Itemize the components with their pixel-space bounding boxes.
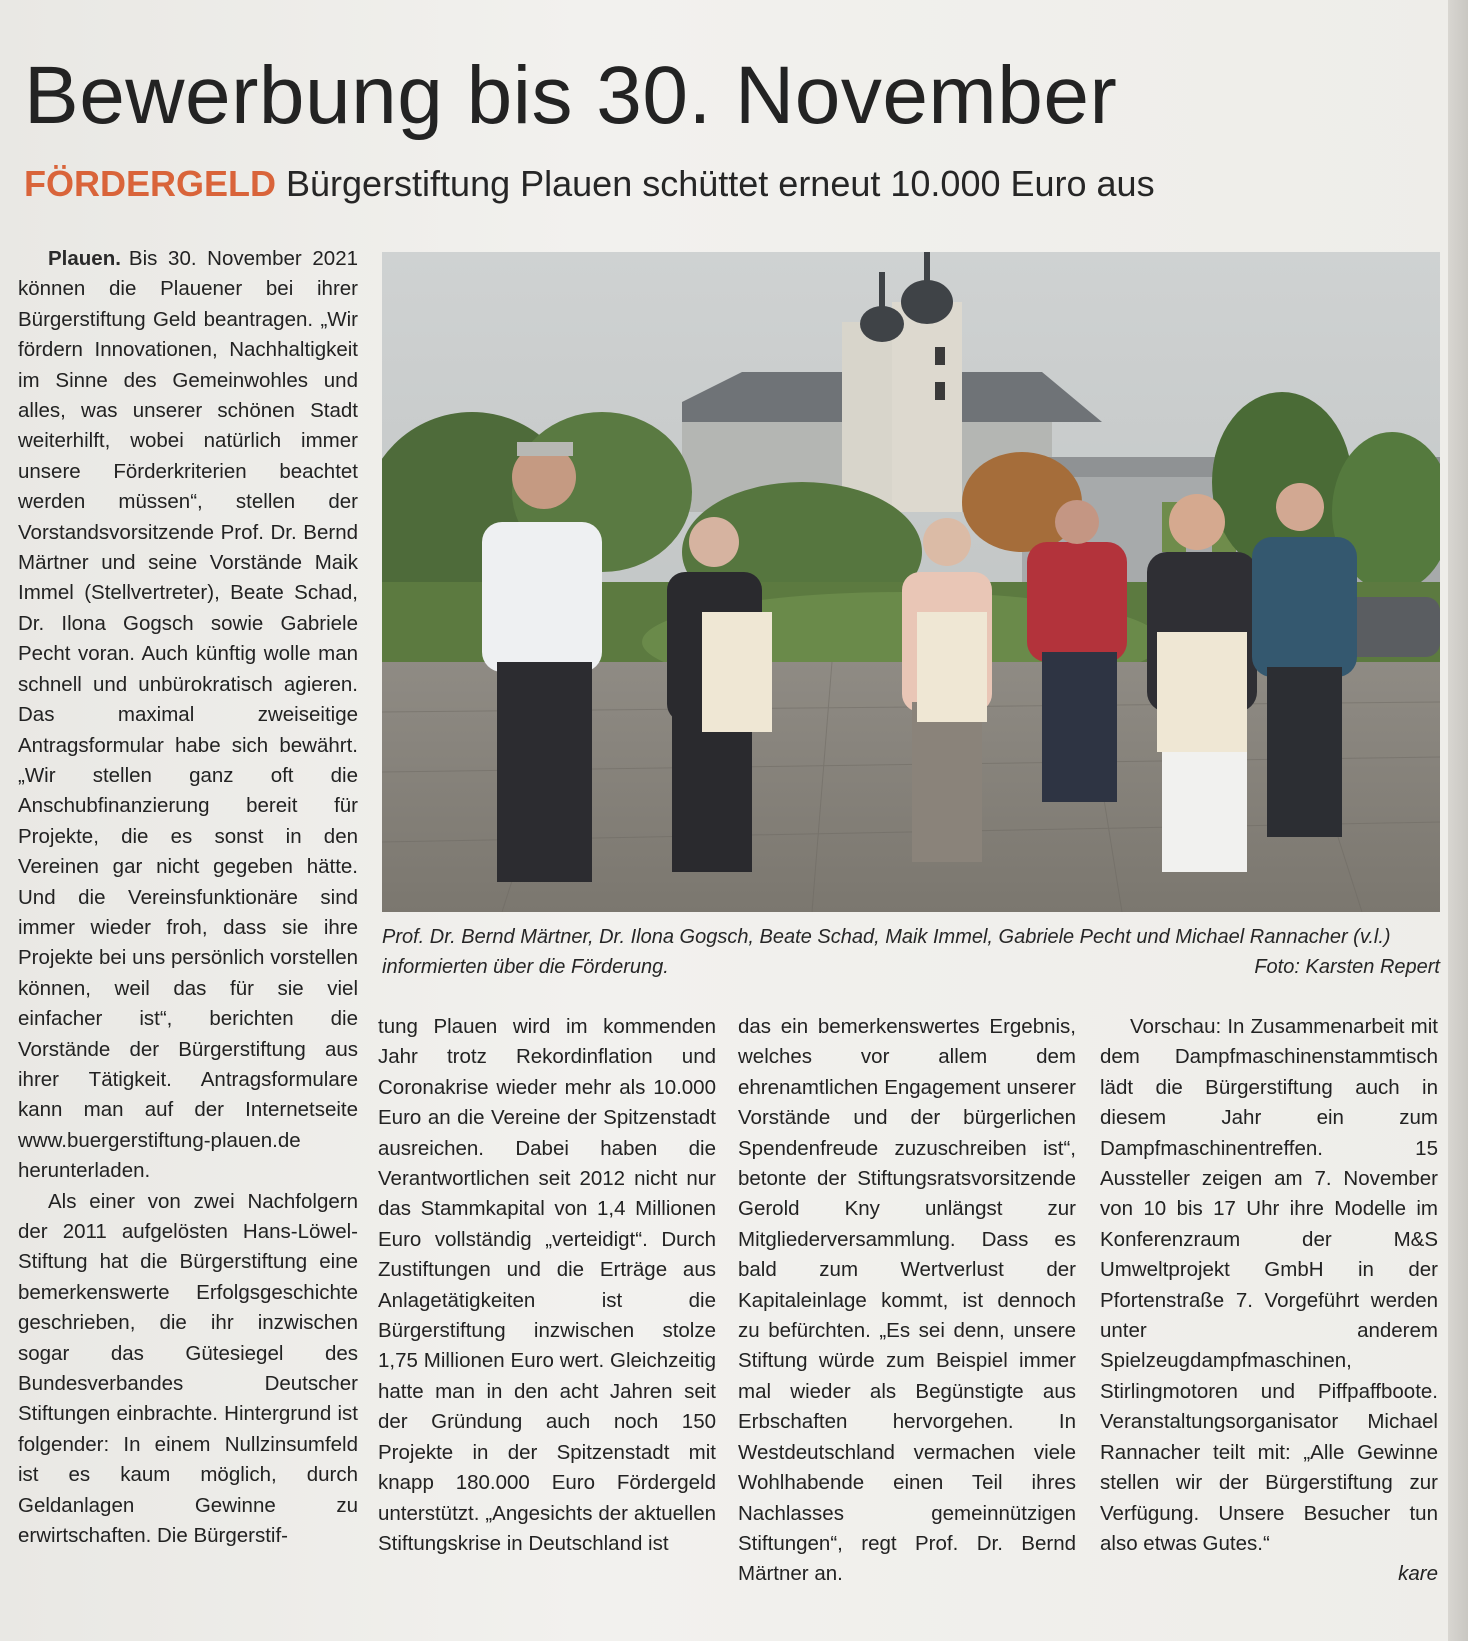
article-column-4 xyxy=(1100,1012,1438,1590)
photo-credit: Foto: Karsten Repert xyxy=(1254,956,1440,978)
article-column-2 xyxy=(378,1012,716,1559)
subheadline-text: Bürgerstiftung Plauen schüttet erneut 10.000 Euro aus xyxy=(286,163,1155,204)
poster xyxy=(917,612,987,722)
lead-paragraph xyxy=(18,244,358,1187)
body-paragraph: Vorschau: In Zusammenarbeit mit dem Dampfmaschinenstammtisch lädt die Bürgerstiftung auch in diesem Jahr ein zum Dampfmaschinentreffen. 15 Aussteller zeigen am 7. November von 10 bis 17 Uhr ihre Modelle im Konferenzraum der M&S Umweltprojekt GmbH in der Pfortenstraße 7. Vorgeführt werden unter anderem Spielzeugdampfmaschinen, Stirlingmotoren und Piffpaffboote. Veranstaltungsorganisator Michael Rannacher teilt mit: „Alle Gewinne stellen wir der Bürgerstiftung zur Verfügung. Unsere Besucher tun also etwas Gutes.“ xyxy=(1100,1015,1438,1555)
body-paragraph: Als einer von zwei Nachfolgern der 2011 aufgelösten Hans-Löwel-Stiftung hat die Bürgerstiftung eine bemerkenswerte Erfolgsgeschichte geschrieben, die ihr inzwischen sogar das Gütesiegel des Bundesverbandes Deutscher Stiftungen einbrachte. Hintergrund ist folgender: In einem Nullzinsumfeld ist es kaum möglich, durch Geldanlagen Gewinne zu erwirtschaften. Die Bürgerstif- xyxy=(18,1189,358,1548)
subheadline xyxy=(24,162,1424,206)
article-column-3 xyxy=(738,1012,1076,1590)
person-4 xyxy=(1027,500,1127,802)
dateline: Plauen. xyxy=(48,247,121,270)
headline: Bewerbung bis 30. November xyxy=(24,50,1118,141)
caption-text: Prof. Dr. Bernd Märtner, Dr. Ilona Gogsch, Beate Schad, Maik Immel, Gabriele Pecht und Michael Rannacher (v.l.) informierten über die Förderung. xyxy=(382,926,1391,978)
page-edge xyxy=(1448,0,1468,1641)
article-column-1 xyxy=(18,244,358,1551)
kicker: FÖRDERGELD xyxy=(24,163,276,204)
photo-caption xyxy=(382,922,1440,982)
poster xyxy=(1157,632,1247,752)
poster xyxy=(702,612,772,732)
body-paragraph: tung Plauen wird im kommenden Jahr trotz Rekordinflation und Coronakrise wieder mehr als 10.000 Euro an die Vereine der Spitzenstadt ausreichen. Dabei haben die Verantwortlichen seit 2012 nicht nur das Stammkapital von 1,4 Millionen Euro vollständig „verteidigt“. Durch Zustiftungen und die Erträge aus Anlagetätigkeiten ist die Bürgerstiftung inzwischen stolze 1,75 Millionen Euro wert. Gleichzeitig hatte man in den acht Jahren seit der Gründung auch noch 150 Projekte in der Spitzenstadt mit knapp 180.000 Euro Fördergeld unterstützt. „Angesichts der aktuellen Stiftungskrise in Deutschland ist xyxy=(378,1015,716,1555)
lead-text: Bis 30. November 2021 können die Plauener bei ihrer Bürgerstiftung Geld beantragen. „Wir fördern Innovationen, Nachhaltigkeit im Sinne des Gemeinwohles und alles, was unserer schönen Stadt weiterhilft, wobei natürlich immer unsere Förderkriterien beachtet werden müssen“, stellen der Vorstandsvorsitzende Prof. Dr. Bernd Märtner und seine Vorstände Maik Immel (Stellvertreter), Beate Schad, Dr. Ilona Gogsch sowie Gabriele Pecht voran. Auch künftig wolle man schnell und unbürokratisch agieren. Das maximal zweiseitige Antragsformular habe sich bewährt. „Wir stellen ganz oft die Anschubfinanzierung bereit für Projekte, die es sonst in den Vereinen gar nicht gegeben hätte. Und die Vereinsfunktionäre sind immer wieder froh, dass sie ihre Projekte bei uns persönlich vorstellen können, weil das für sie viel einfacher ist“, berichten die Vorstände der Bürgerstiftung aus ihrer Tätigkeit. Antragsformulare kann man auf der Internetseite www.buergerstiftung-plauen.de herunterladen. xyxy=(18,247,358,1183)
article-photo xyxy=(382,252,1440,912)
author-signature: kare xyxy=(1398,1562,1438,1586)
photo-group-with-posters xyxy=(382,252,1440,912)
body-paragraph: das ein bemerkenswertes Ergebnis, welches vor allem dem ehrenamtlichen Engagement unserer Vorstände und der bürgerlichen Spendenfreude zuzuschreiben ist“, betonte der Stiftungsratsvorsitzende Gerold Kny unlängst zur Mitgliederversammlung. Dass es bald zum Wertverlust der Kapitaleinlage kommt, ist dennoch zu befürchten. „Es sei denn, unsere Stiftung würde zum Beispiel immer mal wieder als Begünstigte aus Erbschaften hervorgehen. In Westdeutschland vermachen viele Wohlhabende einen Teil ihres Nachlasses gemeinnützigen Stiftungen“, regt Prof. Dr. Bernd Märtner an. xyxy=(738,1015,1076,1586)
